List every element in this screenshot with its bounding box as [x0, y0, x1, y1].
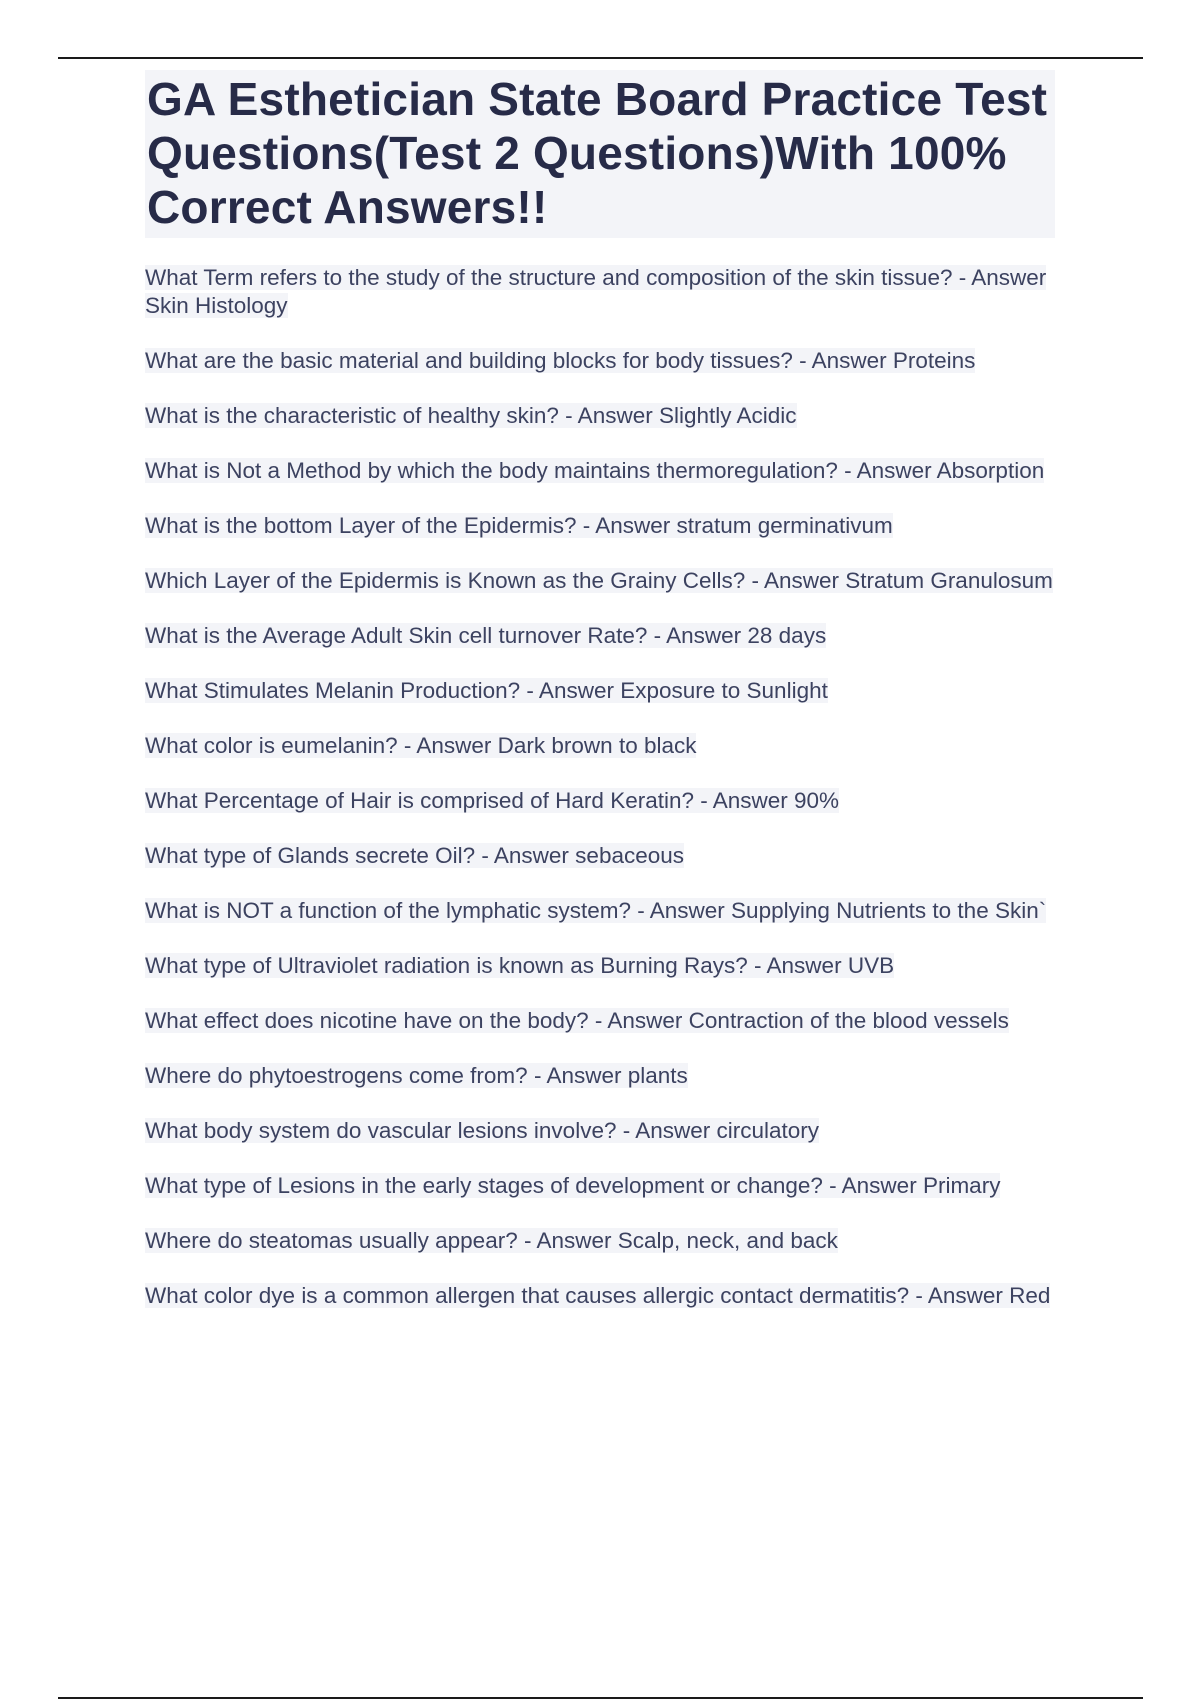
- qa-text: What Stimulates Melanin Production? - Answer Exposure to Sunlight: [145, 678, 828, 703]
- qa-text: What is Not a Method by which the body maintains thermoregulation? - Answer Absorption: [145, 458, 1045, 483]
- qa-text: What are the basic material and building blocks for body tissues? - Answer Proteins: [145, 348, 976, 373]
- qa-item: [145, 842, 1055, 870]
- qa-text: What is NOT a function of the lymphatic system? - Answer Supplying Nutrients to the Skin`: [145, 898, 1047, 923]
- qa-text: What type of Lesions in the early stages of development or change? - Answer Primary: [145, 1173, 1001, 1198]
- qa-item: [145, 1172, 1055, 1200]
- document-title: GA Esthetician State Board Practice Test Questions(Test 2 Questions)With 100% Correct Answers!!: [147, 73, 1048, 233]
- qa-item: [145, 457, 1055, 485]
- qa-item: [145, 732, 1055, 760]
- qa-text: Which Layer of the Epidermis is Known as the Grainy Cells? - Answer Stratum Granulosum: [145, 568, 1053, 593]
- qa-item: [145, 347, 1055, 375]
- qa-text: What is the Average Adult Skin cell turnover Rate? - Answer 28 days: [145, 623, 827, 648]
- qa-item: [145, 677, 1055, 705]
- qa-list: [145, 264, 1055, 1310]
- qa-text: Where do steatomas usually appear? - Answer Scalp, neck, and back: [145, 1228, 838, 1253]
- bottom-rule: [58, 1697, 1143, 1699]
- qa-item: [145, 402, 1055, 430]
- qa-text: What color dye is a common allergen that causes allergic contact dermatitis? - Answer Red: [145, 1283, 1051, 1308]
- qa-item: [145, 567, 1055, 595]
- qa-text: What Term refers to the study of the structure and composition of the skin tissue? - Answer Skin Histology: [145, 265, 1047, 318]
- title-block: [145, 70, 1055, 238]
- qa-text: What Percentage of Hair is comprised of Hard Keratin? - Answer 90%: [145, 788, 840, 813]
- qa-text: What is the characteristic of healthy skin? - Answer Slightly Acidic: [145, 403, 797, 428]
- qa-text: What body system do vascular lesions involve? - Answer circulatory: [145, 1118, 820, 1143]
- qa-text: What type of Ultraviolet radiation is known as Burning Rays? - Answer UVB: [145, 953, 895, 978]
- qa-item: [145, 512, 1055, 540]
- qa-item: [145, 897, 1055, 925]
- qa-text: What is the bottom Layer of the Epidermis? - Answer stratum germinativum: [145, 513, 893, 538]
- qa-text: What type of Glands secrete Oil? - Answer sebaceous: [145, 843, 685, 868]
- top-rule: [58, 57, 1143, 59]
- qa-item: [145, 787, 1055, 815]
- qa-text: What color is eumelanin? - Answer Dark brown to black: [145, 733, 697, 758]
- document-body: [145, 70, 1055, 1337]
- qa-item: [145, 1062, 1055, 1090]
- qa-item: [145, 264, 1055, 320]
- qa-text: Where do phytoestrogens come from? - Answer plants: [145, 1063, 688, 1088]
- qa-item: [145, 1282, 1055, 1310]
- qa-item: [145, 1227, 1055, 1255]
- qa-item: [145, 1007, 1055, 1035]
- qa-item: [145, 952, 1055, 980]
- qa-text: What effect does nicotine have on the body? - Answer Contraction of the blood vessels: [145, 1008, 1009, 1033]
- qa-item: [145, 622, 1055, 650]
- qa-item: [145, 1117, 1055, 1145]
